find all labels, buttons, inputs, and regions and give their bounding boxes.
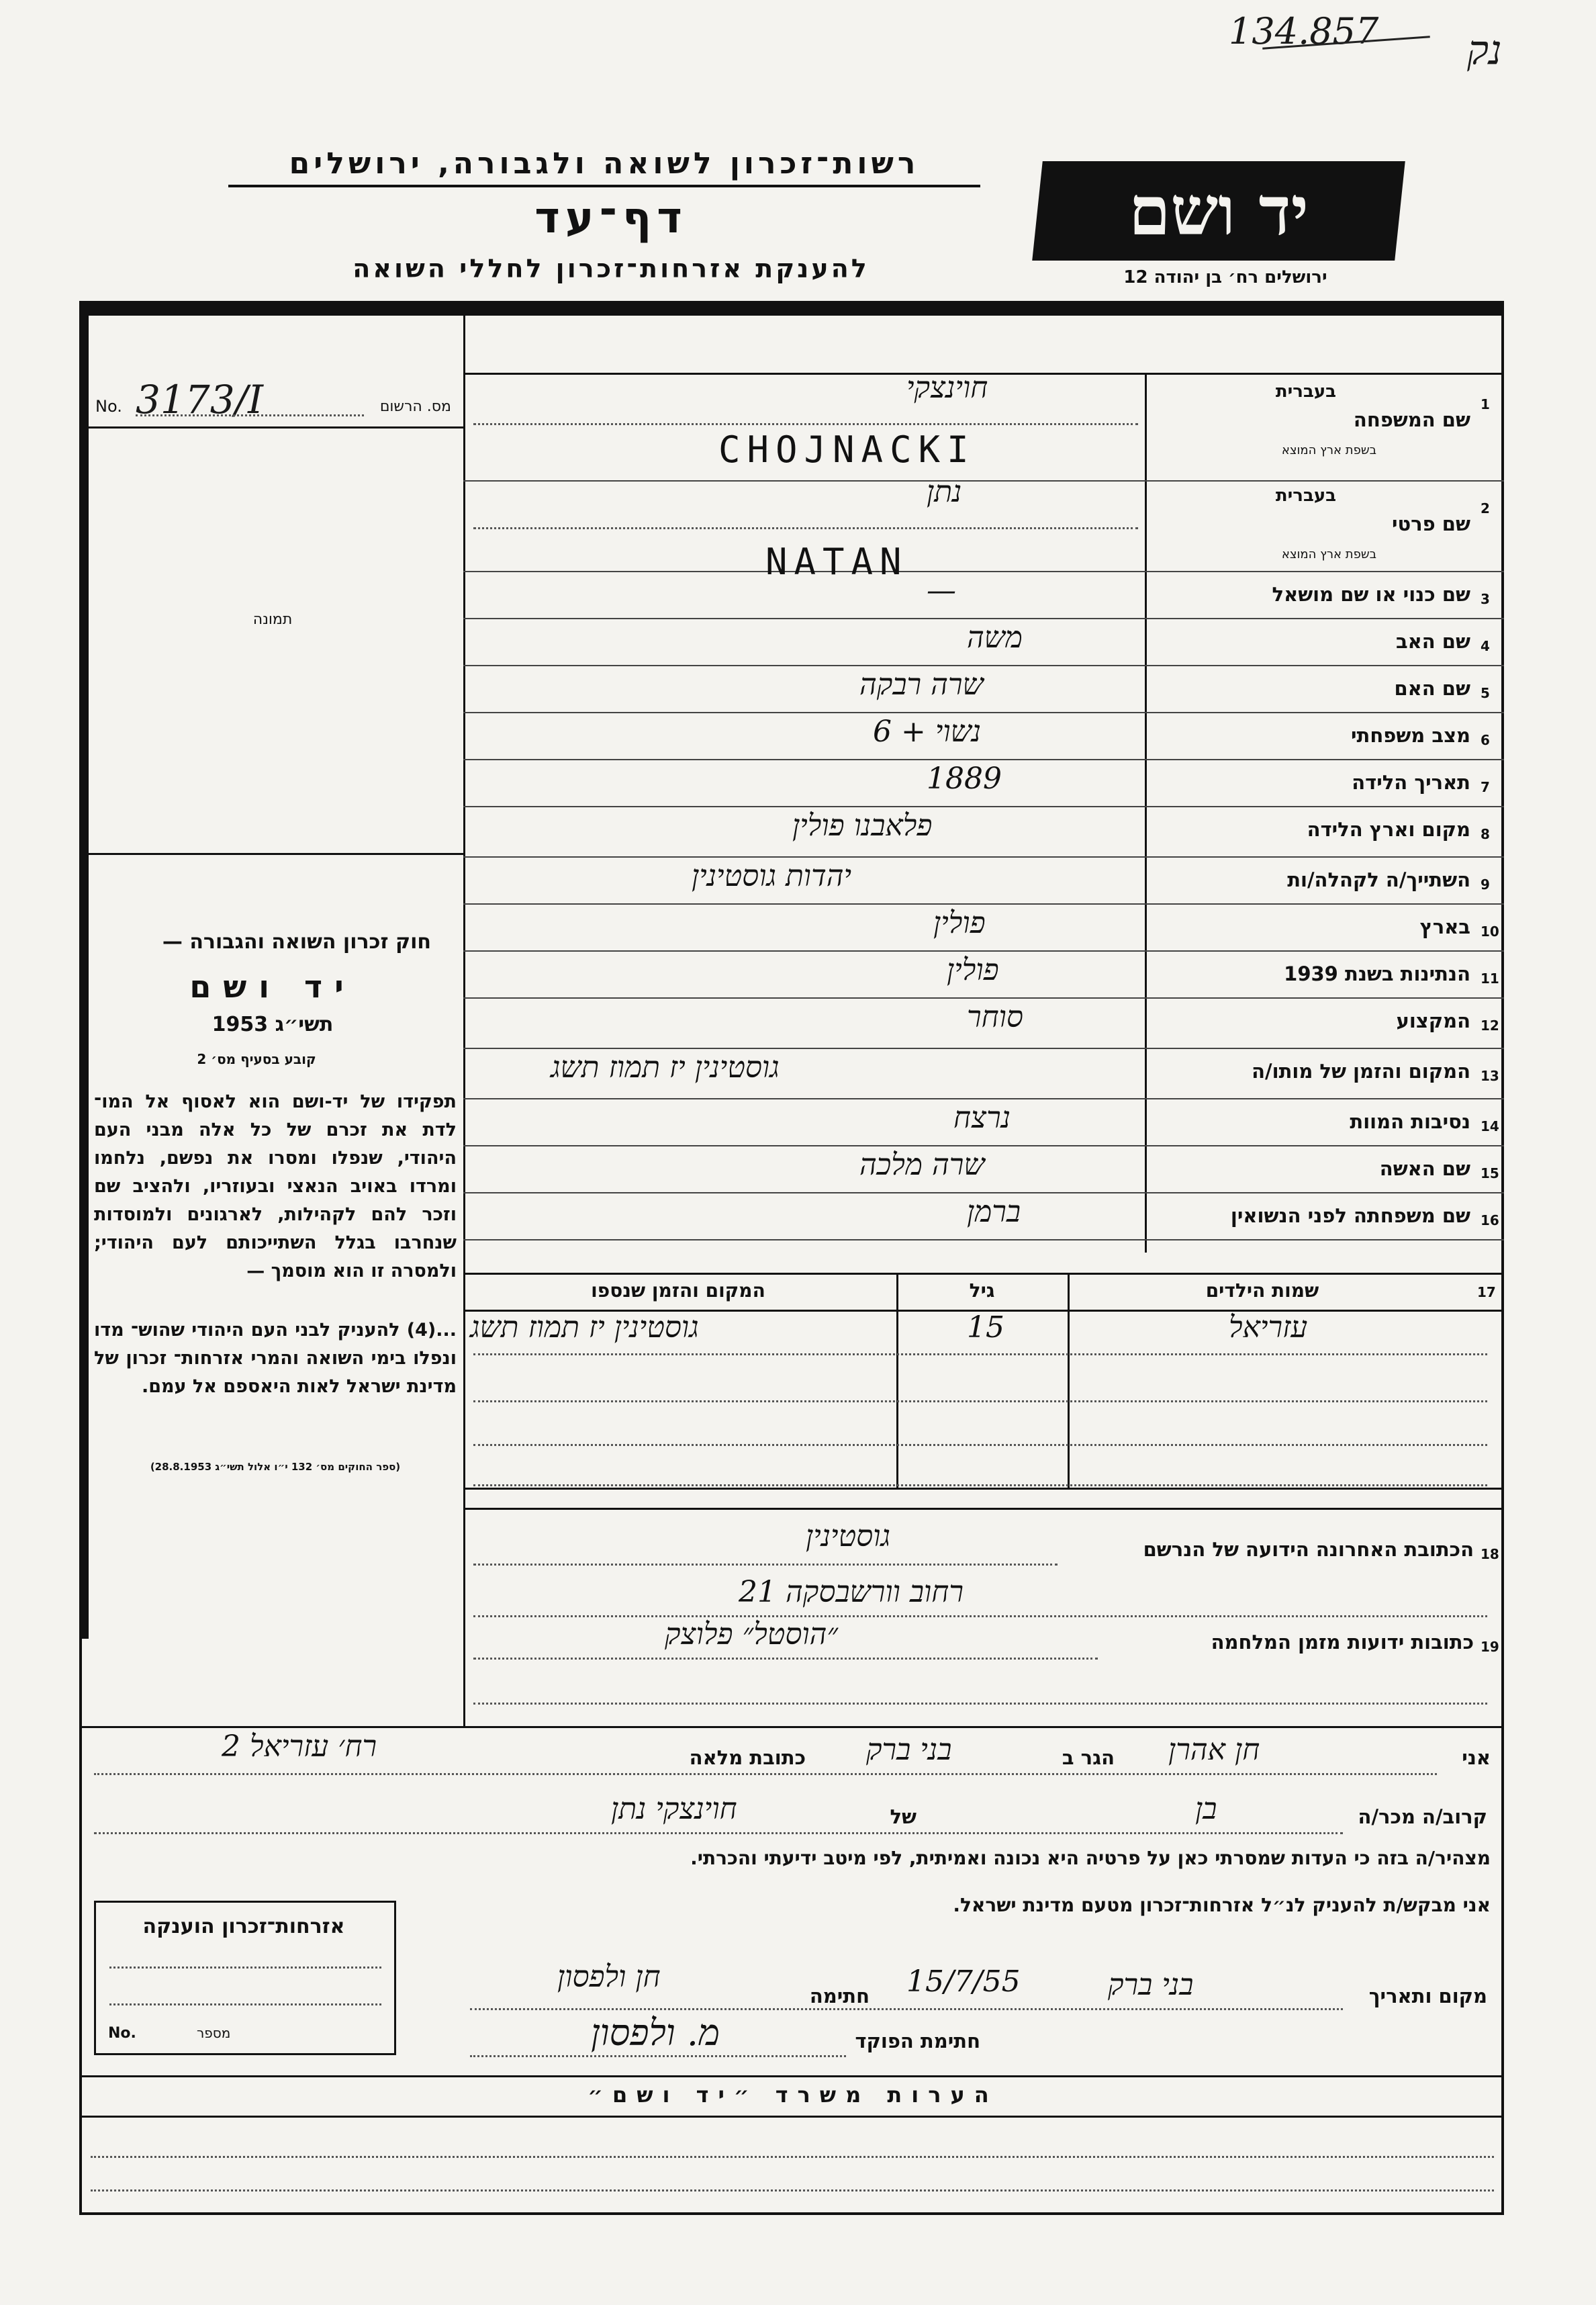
children-top-line: [463, 1273, 1504, 1275]
field-num: 3: [1481, 591, 1490, 607]
field-num: 8: [1481, 826, 1490, 842]
decl-officer-label: חתימת הפוקד: [855, 2030, 980, 2052]
address-bottom-line: [82, 1726, 1504, 1728]
field-value: ברמן: [967, 1195, 1021, 1229]
field-label: שם האם: [1394, 677, 1470, 700]
field-num: 13: [1481, 1068, 1499, 1084]
decl-full-address-value: רח׳ עזריאל 2: [222, 1729, 377, 1764]
field-num: 14: [1481, 1118, 1499, 1134]
children-divider-1: [896, 1273, 898, 1488]
field-row-line: [463, 1192, 1504, 1193]
decl-dots-3: [470, 2008, 1343, 2010]
reg-row: [95, 379, 458, 426]
notes-header-line: [82, 2116, 1504, 2118]
field-row-line: [463, 806, 1504, 807]
field-num: 2: [1481, 500, 1490, 516]
children-num: 17: [1477, 1284, 1496, 1300]
field-row-line: [463, 997, 1504, 999]
field-label: מצב משפחתי: [1350, 724, 1470, 747]
decl-date-value: 15/7/55: [906, 1964, 1021, 1999]
field-value: —: [927, 574, 956, 608]
logo-address: ירושלים רח׳ בן יהודה 12: [1123, 267, 1327, 287]
dots-19b: [473, 1703, 1487, 1705]
certificate-no-prefix: No.: [108, 2025, 136, 2042]
reg-label: מס. הרשום: [379, 398, 451, 415]
field-label: השתייך/ה לקהלה/ות: [1287, 868, 1470, 891]
law-year: תשי״ג 1953: [212, 1013, 334, 1036]
field-value-native: CHOJNACKI: [718, 428, 976, 471]
dots-18a: [473, 1564, 1058, 1566]
field-label: שם המשפחה: [1353, 408, 1470, 431]
decl-signature-value: חן ולפסון: [557, 1960, 661, 1994]
field-label: שם האשה: [1379, 1157, 1470, 1180]
value-18-line1: גוסטינין: [806, 1519, 890, 1553]
handwritten-reg-number: 134.857: [1229, 10, 1379, 52]
field-num: 7: [1481, 779, 1490, 795]
field-row-line: [463, 712, 1504, 713]
form-top-band: [82, 304, 1501, 316]
field-value: גוסטינין יז תמוז תשג: [551, 1050, 780, 1085]
certificate-no-label: מספר: [197, 2025, 231, 2041]
photo-top-line: [89, 426, 463, 428]
logo-text: יד ושם: [1129, 171, 1309, 251]
field-mid-dots: [473, 527, 1138, 529]
decl-relation-label: קרוב/ה מכר/ה: [1358, 1805, 1487, 1828]
field-num: 12: [1481, 1018, 1499, 1034]
field-value: 1889: [927, 762, 1002, 796]
children-col-age: גיל: [969, 1279, 995, 1302]
notes-dots-1: [91, 2156, 1494, 2158]
law-citation: (ספר החוקים מס׳ 132 י״ו אלול תשי״ג 28.8.1953): [150, 1461, 401, 1473]
decl-signature-label: חתימה: [809, 1985, 870, 2007]
field-label: שם פרטי: [1391, 512, 1470, 535]
field-value: משה: [967, 621, 1023, 655]
field-value: שרה מלכה: [859, 1148, 985, 1182]
field-value: נשוי + 6: [873, 715, 982, 749]
children-col-place-time: המקום והזמן שנספו: [591, 1279, 765, 1302]
decl-statement-2: אני מבקש/ת להעניק לנ״ל אזרחות־זכרון מטעם מדינת ישראל.: [953, 1894, 1491, 1916]
law-text-2: ...(4) להעניק לבני העם היהודי שהוש־ מדו ונפלו בימי השואה והמרי אזרחות־ זכרון של מדינת ישראל לאות היאספם אל עמם.: [94, 1320, 457, 1397]
field-num: 4: [1481, 638, 1490, 654]
field-label: שם משפחתה לפני הנשואין: [1230, 1204, 1470, 1227]
photo-label: תמונה: [252, 611, 293, 628]
field-label: בארץ: [1419, 915, 1470, 938]
value-19: ״הוסטל״ פלוצק: [665, 1617, 839, 1652]
children-divider-2: [1068, 1273, 1070, 1488]
notes-top-line: [82, 2075, 1504, 2077]
field-num: 15: [1481, 1165, 1499, 1181]
law-heading: חוק זכרון השואה והגבורה —: [162, 930, 431, 954]
field-num: 11: [1481, 970, 1499, 987]
field-value: חוינצקי: [906, 371, 988, 405]
children-bottom-line: [463, 1488, 1504, 1490]
left-column-divider: [463, 316, 465, 1726]
reg-no-value: 3173/I: [136, 377, 264, 422]
decl-dots-4: [470, 2055, 846, 2057]
corner-mark: נק: [1467, 27, 1502, 74]
field-row-line: [463, 618, 1504, 619]
num-18: 18: [1481, 1546, 1499, 1562]
field-num: 10: [1481, 923, 1499, 940]
field-hebrew-tag: בעברית: [1275, 381, 1336, 402]
children-col-names: שמות הילדים: [1205, 1279, 1319, 1302]
field-label: שם כנוי או שם מושאל: [1272, 583, 1470, 606]
field-num: 16: [1481, 1212, 1499, 1228]
field-value: נרצח: [953, 1101, 1011, 1135]
field-value: סוחר: [967, 1000, 1023, 1034]
field-label: שם האב: [1395, 630, 1470, 653]
field-num: 6: [1481, 732, 1490, 748]
child-place-time: גוסטינין יז תמוז תשג: [470, 1310, 699, 1345]
field-row-line: [463, 665, 1504, 666]
field-num: 1: [1481, 396, 1490, 412]
field-value: יהדות גוסטינין: [692, 859, 852, 893]
decl-dots-1: [94, 1773, 1437, 1775]
label-19: כתובות ידועות מזמן המלחמה: [1211, 1631, 1474, 1654]
children-row-line: [473, 1444, 1487, 1446]
field-row-line: [463, 856, 1504, 858]
field-row-line: [463, 1098, 1504, 1099]
field-native-tag: בשפת ארץ המוצא: [1281, 547, 1376, 561]
form-title: דף־עד: [534, 193, 688, 243]
field-row-line: [463, 1048, 1504, 1049]
decl-resides-label: הגר ב: [1062, 1746, 1115, 1769]
field-native-tag: בשפת ארץ המוצא: [1281, 443, 1376, 457]
field-mid-dots: [473, 423, 1138, 425]
label-18: הכתובת האחרונה הידועה של הנרשם: [1143, 1538, 1474, 1561]
notes-dots-2: [91, 2189, 1494, 2191]
child-name: עזריאל: [1229, 1310, 1308, 1345]
field-num: 9: [1481, 876, 1490, 893]
law-name: יד ושם: [189, 968, 356, 1005]
reg-dots: [136, 414, 364, 416]
field-value: פולין: [933, 906, 986, 940]
label-column-divider: [1145, 373, 1147, 1253]
field-row-line: [463, 1239, 1504, 1240]
certificate-box: [94, 1901, 396, 2055]
dots-19: [473, 1658, 1098, 1660]
field-row-line: [463, 950, 1504, 952]
field-hebrew-tag: בעברית: [1275, 486, 1336, 506]
field-value-native: NATAN: [765, 541, 908, 583]
field-row-line: [463, 759, 1504, 760]
field-row-line: [463, 1145, 1504, 1146]
law-text-1: תפקידו של יד-ושם הוא לאסוף אל המו־ לדת את זכרם של כל אלה מבני העם היהודי, שנפלו ומסרו את נפשם, נלחמו ומרדו באויב הנאצי ובעוזריו, ולהציב שם וזכר להם לקהילות, לארגונים ולמוסדות שנחרבו בגלל השתייכותם לעם היהודי; ולמסרה זו הוא מוסמך —: [94, 1091, 457, 1281]
reg-no-prefix: No.: [95, 397, 122, 416]
certificate-dots-2: [109, 2003, 381, 2005]
authority-line: רשות־זכרון לשואה ולגבורה, ירושלים: [228, 146, 980, 187]
field-row-line: [463, 571, 1504, 572]
decl-statement-1: מצהיר/ה בזה כי העדות שמסרתי כאן על פרטיה היא נכונה ואמיתית, לפי מיטב ידיעתי והכרתי.: [690, 1847, 1491, 1869]
office-notes-title: הערות משרד ״יד ושם״: [588, 2082, 998, 2108]
decl-resides-value: בני ברק: [866, 1733, 952, 1767]
yad-vashem-logo: [1032, 161, 1405, 261]
field-row-line: [463, 903, 1504, 905]
children-row-line: [473, 1400, 1487, 1402]
field-value: נתן: [927, 475, 962, 509]
dots-18b: [473, 1615, 1487, 1617]
field-label: המקום והזמן של מותו/ה: [1252, 1060, 1470, 1083]
law-clause-ref: קובע בסעיף מס׳ 2: [197, 1051, 316, 1067]
decl-i-value: חן אהרן: [1168, 1733, 1260, 1767]
decl-i-label: אני: [1462, 1746, 1491, 1769]
decl-place-value: בני ברק: [1108, 1968, 1194, 2002]
field-row-line: [463, 480, 1504, 482]
children-row-line: [473, 1353, 1487, 1355]
child-age: 15: [967, 1310, 1004, 1345]
decl-place-date-label: מקום ותאריך: [1368, 1985, 1487, 2007]
decl-of-value: חוינצקי נתן: [611, 1792, 737, 1826]
children-row-line: [473, 1484, 1487, 1486]
form-subtitle: להענקת אזרחות־זכרון לחללי השואה: [353, 254, 870, 283]
field-label: מקום וארץ הלידה: [1307, 818, 1470, 841]
field-value: שרה רבקה: [859, 668, 984, 702]
decl-dots-2: [94, 1832, 1343, 1834]
decl-relation-value: בן: [1195, 1792, 1217, 1826]
decl-full-address-label: כתובת מלאה: [689, 1746, 806, 1769]
field-label: הנתינות בשנת 1939: [1284, 962, 1470, 985]
certificate-dots-1: [109, 1967, 381, 1969]
field-value: פולין: [947, 953, 999, 987]
certificate-title: אזרחות־זכרון הוענקה: [142, 1915, 345, 1938]
photo-bottom-line: [89, 853, 463, 855]
field-num: 5: [1481, 685, 1490, 701]
field-label: המקצוע: [1396, 1009, 1470, 1032]
field-label: נסיבות המוות: [1350, 1110, 1470, 1133]
field-value: פלאבנו פולין: [792, 809, 933, 843]
field-label: תאריך הלידה: [1352, 771, 1470, 794]
num-19: 19: [1481, 1639, 1499, 1655]
address-top-line: [463, 1508, 1504, 1510]
value-18-line2: רחוב וורשבסקה 21: [739, 1575, 964, 1609]
decl-of-label: של: [890, 1805, 917, 1828]
left-column: [82, 316, 463, 1726]
decl-officer-signature: מ. ולפסון: [591, 2012, 720, 2054]
